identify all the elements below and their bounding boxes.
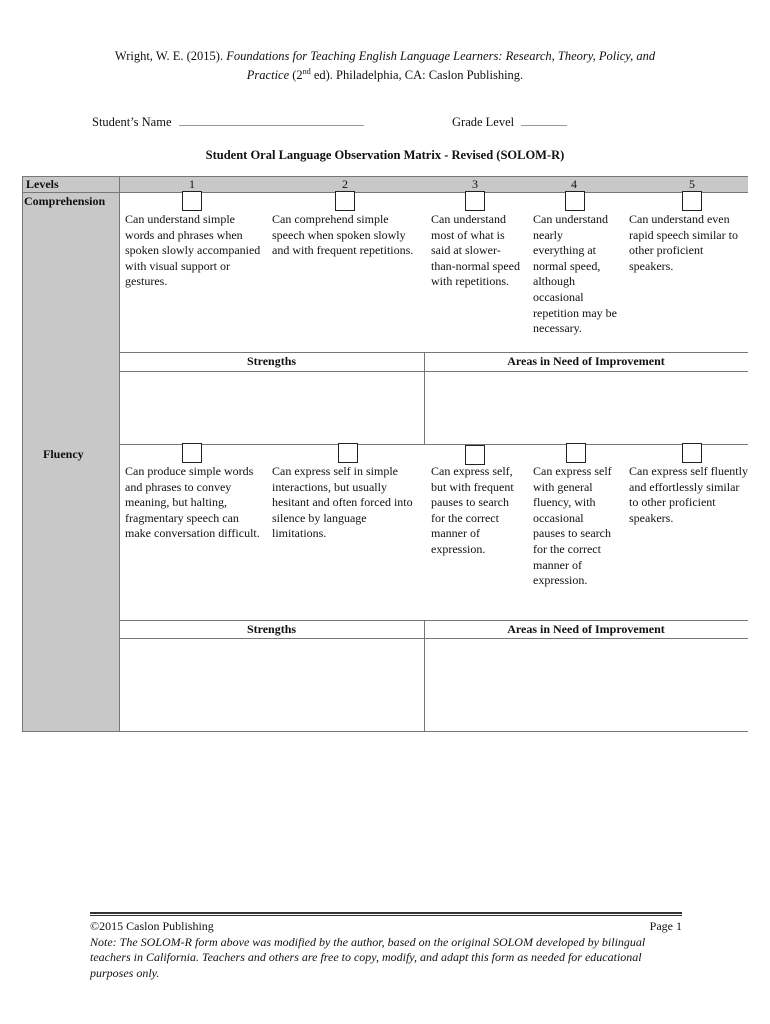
footer-rule xyxy=(90,912,682,914)
level-4: 4 xyxy=(571,177,577,191)
citation xyxy=(60,48,710,83)
grade-level-label: Grade Level xyxy=(452,115,515,129)
comprehension-improvement-header: Areas in Need of Improvement xyxy=(507,354,665,368)
citation-line-1: Wright, W. E. (2015). Foundations for Teaching English Language Learners: Research, Theory, Policy, and xyxy=(114,49,656,63)
grade-level-blank[interactable] xyxy=(521,115,567,126)
footer-page-number: Page 1 xyxy=(649,919,682,933)
fluency-level-3-checkbox[interactable] xyxy=(465,445,485,465)
fluency-level-4-checkbox[interactable] xyxy=(566,443,586,463)
comprehension-descriptor-1: Can understand simple words and phrases when spoken slowly accompanied with visual support or gestures. xyxy=(125,212,261,289)
citation-line-2: Practice (2nd ed). Philadelphia, CA: Caslon Publishing. xyxy=(246,67,524,83)
comprehension-descriptor-3: Can understand most of what is said at slower-than-normal speed with repetitions. xyxy=(431,212,520,289)
comprehension-level-1-checkbox[interactable] xyxy=(182,191,202,211)
comprehension-descriptor-4: Can understand nearly everything at normal speed, although occasional repetition may be necessary. xyxy=(533,212,617,336)
student-name-field xyxy=(92,115,364,130)
level-5: 5 xyxy=(689,177,695,191)
form-title: Student Oral Language Observation Matrix - Revised (SOLOM-R) xyxy=(205,148,565,162)
fluency-descriptor-2: Can express self in simple interactions, but usually hesitant and often forced into silence by language limitations. xyxy=(272,464,413,541)
levels-header-row xyxy=(119,176,748,192)
comprehension-strengths-box[interactable] xyxy=(120,372,423,443)
comprehension-label: Comprehension xyxy=(24,194,106,208)
grade-level-field xyxy=(452,115,567,130)
footer-rule-thin xyxy=(90,915,682,916)
fluency-descriptor-4: Can express self with general fluency, with occasional pauses to search for the correct manner of expression. xyxy=(533,464,612,588)
comprehension-strengths-header: Strengths xyxy=(246,354,297,368)
fluency-descriptor-1: Can produce simple words and phrases to convey meaning, but halting, fragmentary speech can make conversation difficult. xyxy=(125,464,260,541)
levels-label: Levels xyxy=(26,177,59,191)
fluency-label: Fluency xyxy=(43,447,84,461)
fluency-strengths-header: Strengths xyxy=(246,622,297,636)
student-name-blank[interactable] xyxy=(179,115,364,126)
fluency-level-1-checkbox[interactable] xyxy=(182,443,202,463)
fluency-improvement-box[interactable] xyxy=(425,639,747,730)
fluency-strengths-box[interactable] xyxy=(120,639,423,730)
fluency-improvement-header: Areas in Need of Improvement xyxy=(507,622,665,636)
footer-note: Note: The SOLOM-R form above was modified by the author, based on the original SOLOM developed by bilingual teachers in California. Teachers and others are free to copy, modify, and adapt this form as needed for educational purposes only. xyxy=(90,934,646,980)
footer-copyright: ©2015 Caslon Publishing xyxy=(90,919,214,933)
level-1: 1 xyxy=(189,177,195,191)
solom-matrix xyxy=(22,176,748,732)
fluency-level-2-checkbox[interactable] xyxy=(338,443,358,463)
comprehension-level-4-checkbox[interactable] xyxy=(565,191,585,211)
comprehension-improvement-box[interactable] xyxy=(425,372,747,443)
comprehension-level-5-checkbox[interactable] xyxy=(682,191,702,211)
fluency-level-5-checkbox[interactable] xyxy=(682,443,702,463)
fluency-descriptor-3: Can express self, but with frequent pauses to search for the correct manner of expression. xyxy=(431,464,514,556)
footer-top-line xyxy=(90,919,682,935)
student-name-label: Student’s Name xyxy=(92,115,172,129)
footer xyxy=(90,919,682,981)
level-3: 3 xyxy=(472,177,478,191)
fluency-descriptor-5: Can express self fluently and effortlessly similar to other proficient speakers. xyxy=(629,464,748,525)
comprehension-level-2-checkbox[interactable] xyxy=(335,191,355,211)
comprehension-level-3-checkbox[interactable] xyxy=(465,191,485,211)
comprehension-descriptor-5: Can understand even rapid speech similar to other proficient speakers. xyxy=(629,212,738,273)
level-2: 2 xyxy=(342,177,348,191)
comprehension-descriptor-2: Can comprehend simple speech when spoken slowly and with frequent repetitions. xyxy=(272,212,414,258)
